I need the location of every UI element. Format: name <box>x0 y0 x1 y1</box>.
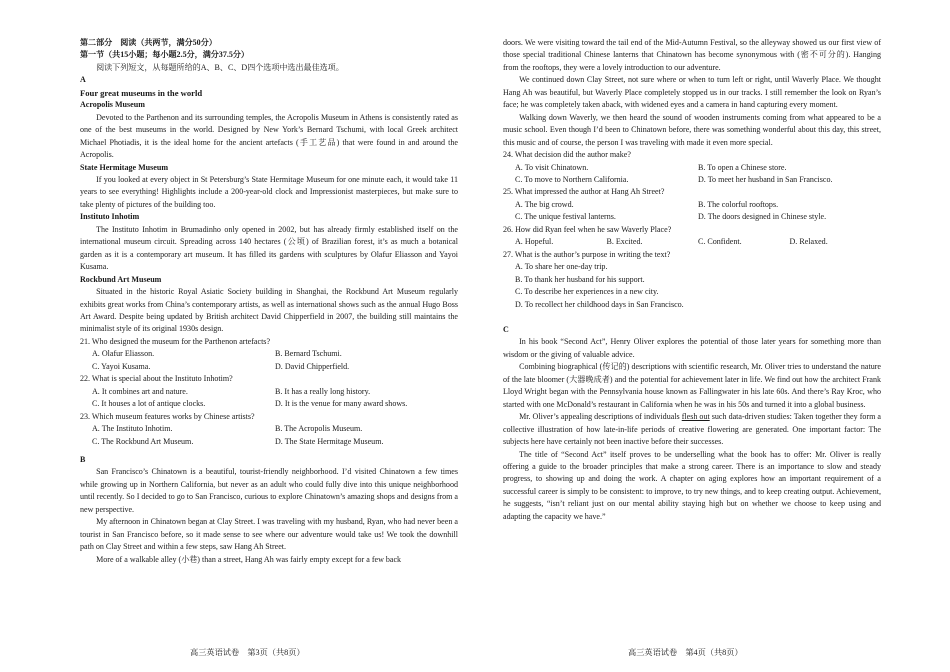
option: D. Relaxed. <box>789 237 828 247</box>
option: A. The Instituto Inhotim. <box>92 424 173 434</box>
question-25: 25. What impressed the author at Hang Ah Street? <box>503 187 665 197</box>
passage-b-letter: B <box>80 454 86 464</box>
option: A. Olafur Eliasson. <box>92 349 155 359</box>
passage-c-paragraph: Combining biographical (传记的) descriptions with scientific research, Mr. Oliver tries to understand the nature of the late bloomer (大器晚成者) and the potential for achievement later in life. We find out how the architect Frank Lloyd Wright began with the Pennsylvania house known as Fallingwater in his late 60s. And there’s Ray Kroc, who started with one McDonald’s restaurant in California when he was in his 50s and turned it into a global business. <box>503 362 881 409</box>
option: B. The colorful rooftops. <box>698 199 779 209</box>
option: C. Yayoi Kusama. <box>92 361 151 371</box>
question-22: 22. What is special about the Instituto Inhotim? <box>80 374 233 384</box>
passage-c-paragraph <box>503 411 881 448</box>
museum-heading: Rockbund Art Museum <box>80 274 162 284</box>
option: C. The unique festival lanterns. <box>515 212 616 222</box>
question-27: 27. What is the author’s purpose in writing the text? <box>503 249 671 259</box>
museum-heading: State Hermitage Museum <box>80 162 169 172</box>
option: C. Confident. <box>698 237 742 247</box>
question-23-options <box>80 423 458 448</box>
option: A. To visit Chinatown. <box>515 162 589 172</box>
option: D. To meet her husband in San Francisco. <box>698 174 833 184</box>
option: A. The big crowd. <box>515 199 574 209</box>
passage-a-letter: A <box>80 75 86 85</box>
question-24-options <box>503 162 881 187</box>
option: C. It houses a lot of antique clocks. <box>92 399 206 409</box>
passage-c-text: such data-driven studies: Taken together they form a collective illustration of how late-in-life periods of creative flowering are generated. One important factor: The subjects here have certainly not been inactive before their successes. <box>503 412 881 447</box>
question-21-options <box>80 348 458 373</box>
question-27-options <box>503 261 881 311</box>
part-header: 第二部分 阅读（共两节，满分50分） <box>80 38 217 47</box>
underlined-phrase: flesh out <box>681 412 710 422</box>
option: B. The Acropolis Museum. <box>275 424 363 434</box>
museum-text: The Instituto Inhotim in Brumadinho only opened in 2002, but has already firmly established itself on the international museum circuit. Spreading across 140 hectares (公顷) of Brazilian forest, it’s as much a botanical garden as it is a contemporary art museum. It has filled its gardens with sculptures by Olafur Eliasson and Yayoi Kusama. <box>80 224 458 272</box>
museum-text: Situated in the historic Royal Asiatic Society building in Shanghai, the Rockbund Art Museum regularly exhibits great works from China’s contemporary artists, as well as international shows such as the annual Hugo Boss Art Award. Despite being updated by British architect David Chipperfield in 2007, the building still maintains the minimalist style of its original 1930s design. <box>80 287 458 334</box>
question-24: 24. What decision did the author make? <box>503 150 631 160</box>
option: D. The State Hermitage Museum. <box>275 436 384 446</box>
option: B. It has a really long history. <box>275 386 371 396</box>
passage-b-paragraph: My afternoon in Chinatown began at Clay Street. I was traveling with my husband, Ryan, who had never been a tourist in San Francisco before, so it made sense to see where our adventure would take us! We took the downhill path on Clay Street and within a few steps, saw Hang Ah Street. <box>80 517 458 552</box>
option: C. To move to Northern California. <box>515 174 629 184</box>
passage-c-paragraph: The title of “Second Act” itself proves to be underselling what the book has to offer: Mr. Oliver is really offering a guide to the broader principles that make a strong career. There is an importance to slow and steady progress, to showing up and doing the work. A chapter on aging explores how an important requirement of a successful career is simply to be consistent: to improve, to try new things, and to keep creating output. Achievement, he suggests, “isn’t reliant just on our mental ability staying high but on whether we choose to keep using and adapting the capacity we have.” <box>503 449 881 521</box>
instruction: 阅读下列短文，从每题所给的A、B、C、D四个选项中选出最佳选项。 <box>96 62 344 72</box>
option: D. It is the venue for many award shows. <box>275 399 408 409</box>
option: A. Hopeful. <box>515 237 554 247</box>
passage-b-paragraph: doors. We were visiting toward the tail end of the Mid-Autumn Festival, so the alleyway showed us our first view of those special traditional Chinese lanterns that Chinatown has become synonymous with (密不可分的). Hanging from the rooftops, they were a lovely introduction to our adventure. <box>503 38 881 72</box>
museum-text: If you looked at every object in St Petersburg’s State Hermitage Museum for one minute each, it would take 11 years to see everything! Highlights include a 200-year-old clock and Impressionist masterpieces, but make sure to take plenty of pictures of the building too. <box>80 174 458 209</box>
passage-a-title: Four great museums in the world <box>80 87 203 98</box>
museum-text: Devoted to the Parthenon and its surrounding temples, the Acropolis Museum in Athens is consistently rated as one of the best museums in the world. Designed by New York’s Bernard Tschumi, with local Greek architect Michael Photiadis, it is the ideal home for the ancient artefacts (手工艺品) that were found in and around the Acropolis. <box>80 112 458 160</box>
right-column <box>503 37 881 523</box>
museum-heading: Acropolis Museum <box>80 100 145 110</box>
question-21: 21. Who designed the museum for the Parthenon artefacts? <box>80 336 271 346</box>
left-column <box>80 37 458 566</box>
question-26-options <box>503 236 881 248</box>
museum-heading: Instituto Inhotim <box>80 212 140 222</box>
option: B. Excited. <box>606 237 643 247</box>
option: B. Bernard Tschumi. <box>275 349 342 359</box>
option: A. It combines art and nature. <box>92 386 188 396</box>
option: D. David Chipperfield. <box>275 361 350 371</box>
passage-b-paragraph: More of a walkable alley (小巷) than a street, Hang Ah was fairly empty except for a few back <box>96 554 402 564</box>
question-26: 26. How did Ryan feel when he saw Waverly Place? <box>503 224 672 234</box>
passage-c-letter: C <box>503 324 509 334</box>
question-23: 23. Which museum features works by Chinese artists? <box>80 411 255 421</box>
option: D. To recollect her childhood days in San Francisco. <box>515 299 684 309</box>
section-header: 第一节（共15小题；每小题2.5分，满分37.5分） <box>80 50 249 60</box>
passage-c-text: Mr. Oliver’s appealing descriptions of individuals <box>519 412 682 422</box>
passage-b-paragraph: We continued down Clay Street, not sure where or when to turn left or right, until Waverly Place. We thought Hang Ah was beautiful, but Waverly Place completely stopped us in our tracks. I still remember the look on Ryan’s face; he was completely taken aback, with widened eyes and a camera in hand capturing every moment. <box>503 75 881 110</box>
option: D. The doors designed in Chinese style. <box>698 212 827 222</box>
option: C. To describe her experiences in a new city. <box>515 287 659 297</box>
passage-b-paragraph: Walking down Waverly, we then heard the sound of wooden instruments coming from what appeared to be a music school. Even though I’d been to Chinatown before, there was something wonderful about this day, this street, this music and of course, the person I was traveling with made it even more special. <box>503 112 881 147</box>
passage-b-paragraph: San Francisco’s Chinatown is a beautiful, tourist-friendly neighborhood. I’d visited Chinatown a few times while growing up in Northern California, but never as an adult who could fully dive into this unique neighborhood until recently. So I decided to go to San Francisco, curious to explore Chinatown’s amazing shops and designs from a new perspective. <box>80 467 458 514</box>
page-footer-left: 高三英语试卷 第3页（共8页） <box>190 648 305 657</box>
question-22-options <box>80 386 458 411</box>
question-25-options <box>503 199 881 224</box>
option: C. The Rockbund Art Museum. <box>92 436 194 446</box>
page-footer-right: 高三英语试卷 第4页（共8页） <box>628 648 743 657</box>
passage-c-paragraph: In his book “Second Act”, Henry Oliver explores the potential of those later years for something more than wisdom or the giving of valuable advice. <box>503 337 881 359</box>
option: B. To open a Chinese store. <box>698 162 787 172</box>
option: A. To share her one-day trip. <box>515 262 608 272</box>
option: B. To thank her husband for his support. <box>515 274 645 284</box>
